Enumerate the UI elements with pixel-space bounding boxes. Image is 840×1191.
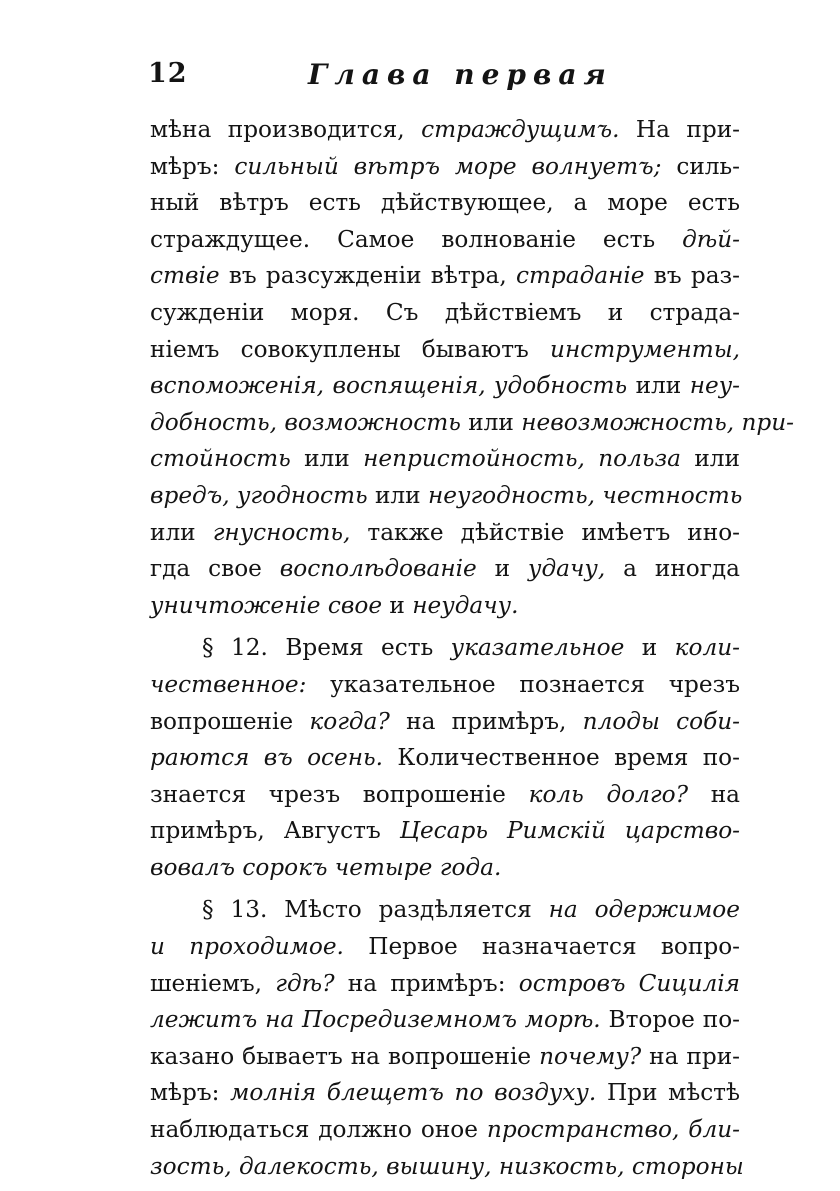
text-line: наблюдаться должно оное пространство, бли- [150, 1116, 740, 1144]
text-line: лежитъ на Посредиземномъ морѣ. Второе по- [150, 1006, 740, 1034]
text-line: казано бываетъ на вопрошеніе почему? на при- [150, 1042, 740, 1070]
text-line: ный вѣтръ есть дѣйствующее, а море есть [150, 189, 740, 217]
text-line: или гнусность, также дѣйствіе имѣетъ ино- [150, 518, 740, 546]
running-head-title: Глава первая [308, 58, 613, 91]
body-text [150, 112, 795, 1185]
text-line: вовалъ сорокъ четыре года. [150, 853, 502, 881]
text-line: гда свое восполѣдованіе и удачу, а иногда [150, 555, 741, 583]
text-line: вредъ, угодность или неугодность, честность [150, 481, 743, 509]
page-header [148, 58, 748, 98]
text-line: сужденіи моря. Съ дѣйствіемъ и страда- [150, 298, 740, 326]
text-line: мѣръ: молнія блещетъ по воздуху. При мѣстѣ [150, 1079, 740, 1107]
text-line: мѣръ: сильный вѣтръ море волнуетъ; силь- [150, 152, 740, 180]
text-line: § 13. Мѣсто раздѣляется на одержимое [202, 896, 740, 924]
text-line: стойность или непристойность, польза или [150, 445, 740, 473]
text-line: шеніемъ, гдѣ? на примѣръ: островъ Сицилія [150, 969, 740, 997]
text-line: уничтоженіе свое и неудачу. [150, 591, 519, 619]
text-line: вспоможенія, воспященія, удобность или неу- [150, 372, 740, 400]
text-line: зость, далекость, вышину, низкость, стороны [150, 1152, 744, 1180]
text-line: примѣръ, Августъ Цесарь Римскій царство- [150, 817, 740, 845]
text-line: знается чрезъ вопрошеніе коль долго? на [150, 780, 740, 808]
text-line: мѣна производится, страждущимъ. На при- [150, 116, 740, 143]
text-line: чественное: указательное познается чрезъ [150, 670, 740, 698]
text-line: § 12. Время есть указательное и коли- [202, 634, 740, 662]
text-line: ніемъ совокуплены бываютъ инструменты, [150, 335, 740, 363]
page-number: 12 [148, 58, 188, 89]
text-line: добность, возможность или невозможность, при- [150, 408, 795, 436]
text-line: страждущее. Самое волнованіе есть дѣй- [150, 225, 740, 253]
text-line: и проходимое. Первое назначается вопро- [150, 933, 740, 961]
text-line: вопрошеніе когда? на примѣръ, плоды соби- [150, 707, 740, 735]
text-line: раются въ осень. Количественное время по- [150, 744, 740, 772]
text-line: ствіе въ разсужденіи вѣтра, страданіе въ раз- [150, 262, 740, 290]
